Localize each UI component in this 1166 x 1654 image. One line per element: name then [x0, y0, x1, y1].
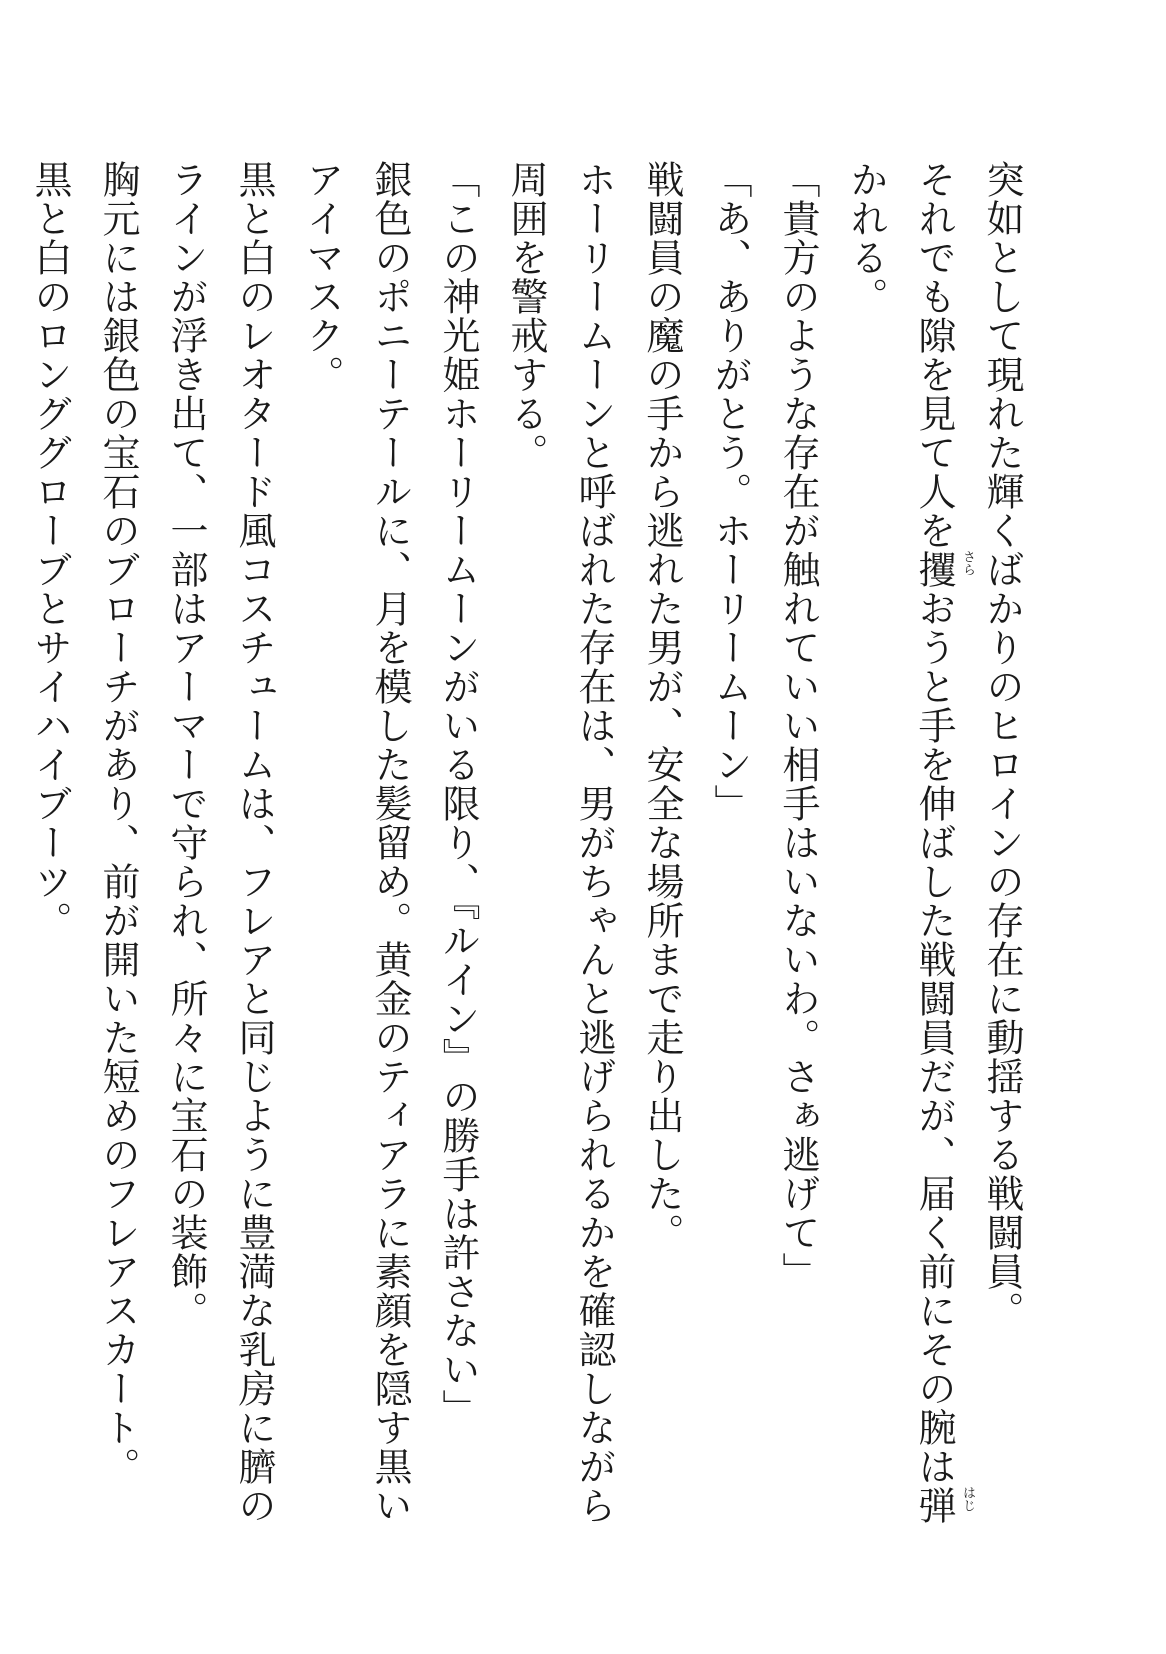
text-line: 「貴方のような存在が触れていい相手はいないわ。さぁ逃げて」 [776, 160, 820, 1291]
text-line: 銀色のポニーテールに、月を模した髪留め。黄金のティアラに素顔を隠す黒い [368, 160, 412, 1525]
text-line: かれる。 [844, 160, 888, 316]
text-line: ラインが浮き出て、一部はアーマーで守られ、所々に宝石の装飾。 [164, 160, 208, 1330]
text-line: 「この神光姫ホーリームーンがいる限り、『ルイン』の勝手は許さない」 [436, 160, 480, 1428]
text-line: アイマスク。 [300, 160, 344, 394]
text-line: 戦闘員の魔の手から逃れた男が、安全な場所まで走り出した。 [640, 160, 684, 1252]
text-line: ホーリームーンと呼ばれた存在は、男がちゃんと逃げられるかを確認しながら [572, 160, 616, 1525]
ruby-sara: さら 攫 [912, 550, 956, 589]
body-text [16, 160, 1036, 1600]
ruby-haji: はじ 弾 [912, 1486, 956, 1525]
text-line: 黒と白のロンググローブとサイハイブーツ。 [28, 160, 72, 940]
text-line: 黒と白のレオタード風コスチュームは、フレアと同じように豊満な乳房に臍の [232, 160, 276, 1525]
text-line: 突如として現れた輝くばかりのヒロインの存在に動揺する戦闘員。 [980, 160, 1024, 1330]
text-line-with-ruby: それでも隙を見て人をさら 攫おうと手を伸ばした戦闘員だが、届く前にその腕ははじ 弾 [900, 160, 968, 1600]
text-line: 「あ、ありがとう。ホーリームーン」 [708, 160, 752, 823]
text-line: 周囲を警戒する。 [504, 160, 548, 472]
text-line: 胸元には銀色の宝石のブローチがあり、前が開いた短めのフレアスカート。 [96, 160, 140, 1486]
